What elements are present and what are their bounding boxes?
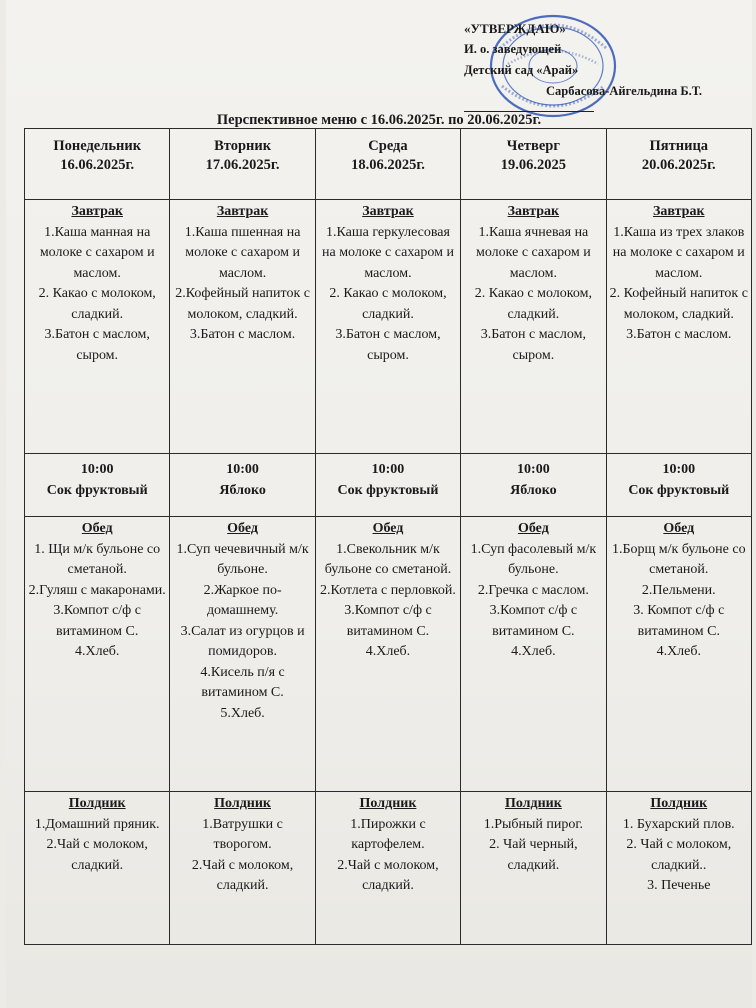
lunch-cell (25, 517, 170, 792)
meal-label: Завтрак (71, 204, 123, 219)
document-title: Перспективное меню с 16.06.2025г. по 20.06.2025г. (216, 112, 542, 128)
snack-cell (606, 454, 751, 517)
meal-label: Полдник (650, 796, 708, 811)
snack-item: Яблоко (219, 482, 266, 498)
menu-item: 3.Компот с/ф с витамином С. (489, 603, 578, 639)
meal-label: Завтрак (362, 204, 414, 219)
day-date: 18.06.2025г. (351, 157, 425, 173)
day-name: Четверг (506, 138, 560, 154)
menu-item: 1.Пирожки с картофелем. (350, 816, 426, 852)
menu-item: 5.Хлеб. (220, 705, 265, 721)
meal-label: Обед (372, 521, 404, 536)
snack-cell (315, 454, 460, 517)
breakfast-row (25, 200, 752, 454)
menu-item: 4.Хлеб. (365, 644, 411, 659)
meal-label: Полдник (68, 796, 126, 811)
menu-item: 3.Батон с маслом. (189, 327, 296, 342)
afternoon-snack-row (25, 792, 752, 945)
day-header (315, 129, 460, 200)
approval-title: «УТВЕРЖДАЮ» (464, 21, 566, 36)
menu-item: 1.Каша из трех злаков на молоке с сахаром и маслом. (612, 224, 745, 281)
day-header (170, 129, 315, 200)
menu-item: 2.Пельмени. (641, 582, 716, 598)
menu-item: 2. Какао с молоком, сладкий. (38, 286, 156, 322)
menu-item: 2. Чай с молоком, сладкий.. (626, 837, 732, 873)
snack-cell (25, 454, 170, 517)
menu-item: 3.Батон с маслом, сыром. (480, 327, 587, 363)
menu-item: 3.Компот с/ф с витамином С. (53, 603, 141, 639)
menu-item: 3.Батон с маслом, сыром. (44, 327, 150, 363)
menu-table (24, 128, 752, 945)
approval-signer: Сарбасова-Айгельдина Б.Т. (546, 84, 702, 98)
day-date: 16.06.2025г. (60, 157, 135, 173)
meal-label: Обед (227, 521, 258, 536)
day-name: Среда (368, 138, 408, 154)
menu-item: 3.Компот с/ф с витамином С. (344, 603, 432, 639)
meal-label: Полдник (504, 796, 562, 811)
menu-item: 1.Домашний пряник. (34, 816, 160, 832)
tea-cell (315, 792, 460, 945)
day-header (606, 129, 751, 200)
breakfast-cell (25, 200, 170, 454)
menu-item: 2. Какао с молоком, сладкий. (329, 286, 447, 322)
tea-cell (25, 792, 170, 945)
menu-sheet (6, 0, 752, 1008)
tea-cell (461, 792, 606, 945)
lunch-row (25, 517, 752, 792)
menu-item: 1.Рыбный пирог. (483, 816, 584, 832)
menu-item: 2.Чай с молоком, сладкий. (337, 857, 439, 893)
day-date: 20.06.2025г. (641, 157, 716, 173)
snack-item: Сок фруктовый (628, 482, 730, 498)
menu-item: 1.Борщ м/к бульоне со сметаной. (611, 541, 746, 577)
meal-label: Завтрак (216, 204, 269, 219)
day-header (25, 129, 170, 200)
tea-cell (606, 792, 751, 945)
menu-item: 2. Какао с молоком, сладкий. (474, 286, 592, 322)
menu-item: 3.Батон с маслом. (626, 327, 732, 342)
breakfast-cell (315, 200, 460, 454)
snack-item: Сок фруктовый (46, 482, 148, 498)
lunch-cell (461, 517, 606, 792)
snack-cell (461, 454, 606, 517)
breakfast-cell (606, 200, 751, 454)
lunch-cell (170, 517, 315, 792)
menu-item: 2.Чай с молоком, сладкий. (46, 837, 148, 873)
menu-item: 2.Кофейный напиток с молоком, сладкий. (175, 286, 310, 322)
day-date: 19.06.2025 (500, 157, 566, 173)
approval-block (464, 18, 754, 102)
menu-item: 3. Компот с/ф с витамином С. (633, 603, 725, 639)
approval-position: И. о. заведующей (464, 42, 562, 56)
lunch-cell (315, 517, 460, 792)
menu-item: 1.Каша манная на молоке с сахаром и маслом. (39, 224, 155, 281)
menu-item: 1.Каша ячневая на молоке с сахаром и маслом. (475, 224, 591, 281)
snack-time: 10:00 (517, 462, 550, 477)
menu-item: 1.Ватрушки с творогом. (202, 816, 283, 852)
day-header (461, 129, 606, 200)
meal-label: Завтрак (507, 204, 560, 219)
menu-item: 1. Бухарский плов. (622, 816, 735, 832)
tea-cell (170, 792, 315, 945)
snack-time: 10:00 (80, 462, 114, 477)
menu-item: 2.Жаркое по-домашнему. (203, 582, 282, 618)
menu-item: 1. Щи м/к бульоне со сметаной. (34, 541, 161, 577)
breakfast-cell (170, 200, 315, 454)
meal-label: Завтрак (653, 204, 705, 219)
approval-org: Детский сад «Арай» (464, 63, 579, 77)
breakfast-cell (461, 200, 606, 454)
snack-time: 10:00 (371, 462, 405, 477)
meal-label: Полдник (214, 796, 271, 811)
day-name: Пятница (649, 138, 709, 154)
menu-item: 2.Гречка с маслом. (477, 582, 589, 598)
menu-item: 1.Каша пшенная на молоке с сахаром и маслом. (184, 224, 301, 281)
days-header-row (25, 129, 752, 200)
snack-time: 10:00 (662, 462, 696, 477)
snack-row (25, 454, 752, 517)
meal-label: Обед (663, 521, 695, 536)
menu-item: 1.Каша геркулесовая на молоке с сахаром и маслом. (321, 224, 454, 281)
menu-item: 1.Свекольник м/к бульоне со сметаной. (324, 541, 452, 577)
menu-item: 4.Хлеб. (656, 644, 701, 659)
menu-item: 1.Суп фасолевый м/к бульоне. (470, 541, 597, 577)
menu-item: 4.Хлеб. (74, 644, 120, 659)
snack-item: Яблоко (510, 482, 557, 498)
menu-item: 4.Кисель п/я с витамином С. (200, 664, 285, 700)
menu-item: 2. Чай черный, сладкий. (489, 837, 578, 873)
day-name: Вторник (214, 138, 272, 154)
lunch-cell (606, 517, 751, 792)
menu-item: 1.Суп чечевичный м/к бульоне. (176, 541, 309, 577)
snack-time: 10:00 (226, 462, 259, 477)
menu-item: 2.Котлета с перловкой. (320, 582, 456, 598)
meal-label: Обед (517, 521, 549, 536)
menu-item: 3.Салат из огурцов и помидоров. (180, 623, 305, 659)
menu-item: 4.Хлеб. (511, 644, 556, 659)
day-date: 17.06.2025г. (205, 157, 280, 173)
menu-item: 3.Батон с маслом, сыром. (335, 327, 441, 363)
day-name: Понедельник (53, 138, 142, 154)
meal-label: Обед (81, 521, 113, 536)
menu-item: 2. Кофейный напиток с молоком, сладкий. (609, 286, 748, 322)
snack-item: Сок фруктовый (337, 482, 439, 498)
menu-item: 2.Гуляш с макаронами. (28, 582, 166, 598)
menu-item: 2.Чай с молоком, сладкий. (191, 857, 294, 893)
menu-item: 3. Печенье (647, 878, 711, 893)
meal-label: Полдник (359, 796, 417, 811)
snack-cell (170, 454, 315, 517)
